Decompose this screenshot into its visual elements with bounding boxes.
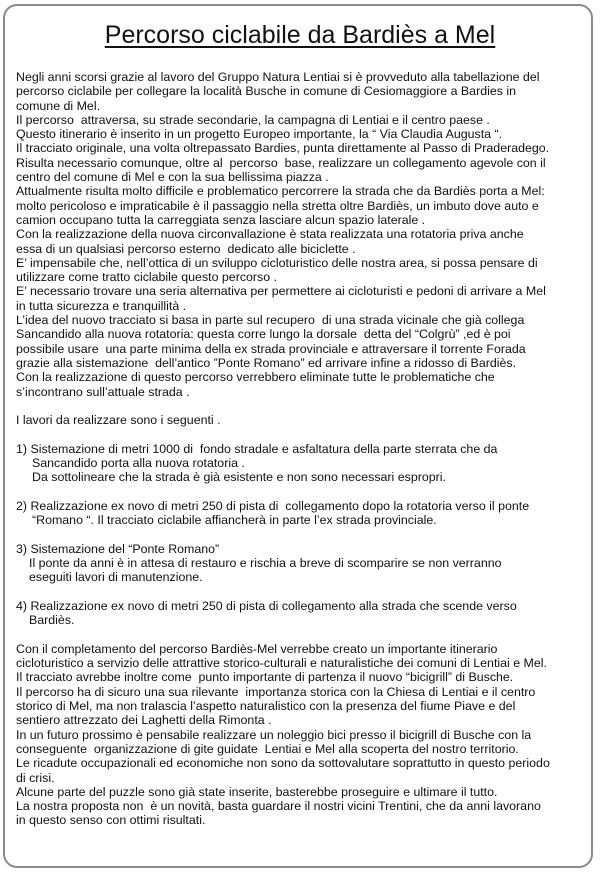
text-line: Questo itinerario è inserito in un progetto Europeo importante, la “ Via Claudia Augusta “.: [16, 127, 503, 142]
works-item-line: “Romano “. Il tracciato ciclabile affiancherà in parte l’ex strada provinciale.: [32, 513, 437, 528]
text-line: conseguente organizzazione di gite guidate Lentiai e Mel alla scoperta del nostro territorio.: [16, 741, 519, 756]
works-item-line: Il ponte da anni è in attesa di restauro e rischia a breve di scomparire se non verranno: [29, 556, 502, 571]
works-heading: I lavori da realizzare sono i seguenti .: [16, 413, 221, 428]
text-line: E’ necessario trovare una seria alternativa per permettere ai cicloturisti e pedoni di arrivare a Mel: [16, 284, 546, 299]
text-line: Negli anni scorsi grazie al lavoro del Gruppo Natura Lentiai si è provveduto alla tabellazione del: [16, 70, 540, 84]
text-line: L’idea del nuovo tracciato si basa in parte sul recupero di una strada vicinale che già collega: [16, 313, 525, 328]
text-line: comune di Mel.: [16, 98, 101, 113]
text-line: Il percorso ha di sicuro una sua rilevante importanza storica con la Chiesa di Lentiai e il centro: [16, 684, 536, 699]
works-item-line: eseguiti lavori di manutenzione.: [29, 570, 203, 585]
text-line: possibile usare una parte minima della ex strada provinciale e attraversare il torrente Forada: [16, 341, 526, 356]
spacer: [16, 399, 590, 413]
text-line: In un futuro prossimo è pensabile realizzare un noleggio bici presso il bicigrill di Busche con la: [16, 727, 532, 742]
text-line: sentiero attrezzato dei Laghetti della Rimonta .: [16, 713, 272, 728]
text-line: camion occupano tutta la carreggiata senza lasciare alcun spazio laterale .: [16, 212, 426, 227]
text-line: utilizzare come tratto ciclabile questo percorso .: [16, 270, 278, 285]
text-line: Il tracciato originale, una volta oltrepassato Bardies, punta direttamente al Passo di Praderadego.: [16, 141, 550, 156]
page-title: [0, 20, 600, 50]
text-line: cicloturistico a servizio delle attrattive storico-culturali e naturalistiche dei comuni di Lentiai e Mel.: [16, 656, 547, 671]
spacer: [16, 485, 590, 499]
text-line: La nostra proposta non è un novità, basta guardare il nostri vicini Trentini, che da anni lavorano: [16, 799, 541, 814]
page-title-text: Percorso ciclabile da Bardiès a Mel: [104, 21, 496, 49]
text-line: essa di un qualsiasi percorso esterno dedicato alle biciclette .: [16, 241, 356, 256]
works-list-item: [16, 542, 590, 585]
spacer: [16, 628, 590, 642]
intro-section: [16, 70, 590, 399]
works-item-line: Bardiès.: [29, 613, 75, 628]
works-item-first-line: 3) Sistemazione del “Ponte Romano”: [16, 541, 220, 556]
text-line: grazie alla sistemazione dell’antico ”Ponte Romano” ed arrivare infine a ridosso di Bardiès.: [16, 355, 517, 370]
spacer: [16, 427, 590, 441]
works-item-line: Sancandido porta alla nuova rotatoria .: [32, 456, 245, 471]
text-line: Il tracciato avrebbe inoltre come punto importante di partenza il nuovo “bicigrill” di Busche.: [16, 670, 514, 685]
works-list-item: [16, 599, 590, 628]
text-line: Con il completamento del percorso Bardiès-Mel verrebbe creato un importante itinerario: [16, 641, 498, 656]
works-item-first-line: 4) Realizzazione ex novo di metri 250 di pista di collegamento alla strada che scende verso: [16, 598, 517, 613]
text-line: Alcune parte del puzzle sono già state inserite, basterebbe proseguire e ultimare il tutto.: [16, 784, 498, 799]
text-line: Attualmente risulta molto difficile e problematico percorrere la strada che da Bardiès porta a Mel:: [16, 184, 545, 199]
text-line: Risulta necessario comunque, oltre al percorso base, realizzare un collegamento agevole con il: [16, 155, 546, 170]
text-line: Sancandido alla nuova rotatoria: questa corre lungo la dorsale detta del “Colgrù” ,ed è poi: [16, 327, 511, 342]
closing-section: [16, 642, 590, 828]
text-line: Il percorso attraversa, su strade secondarie, la campagna di Lentiai e il centro paese .: [16, 112, 490, 127]
text-line: molto pericoloso e impraticabile è il passaggio nella stretta oltre Bardiès, un imbuto dove auto e: [16, 198, 539, 213]
spacer: [16, 528, 590, 542]
text-line: in tutta sicurezza e tranquillità .: [16, 298, 187, 313]
text-line: di crisi.: [16, 770, 55, 785]
text-line: Le ricadute occupazionali ed economiche non sono da sottovalutare soprattutto in questo periodo: [16, 756, 550, 771]
works-item-line: Da sottolineare che la strada è già esistente e non sono necessari espropri.: [32, 470, 446, 485]
text-line: in questo senso con ottimi risultati.: [16, 813, 206, 828]
text-line: storico di Mel, ma non tralascia l’aspetto naturalistico con la presenza del fiume Piave e del: [16, 699, 516, 714]
text-line: E’ impensabile che, nell’ottica di un sviluppo cicloturistico delle nostra area, si possa pensare di: [16, 255, 538, 270]
works-list-item: [16, 499, 590, 528]
text-line: s’incontrano sull’attuale strada .: [16, 384, 190, 399]
works-item-first-line: 2) Realizzazione ex novo di metri 250 di pista di collegamento dopo la rotatoria verso il ponte: [16, 498, 530, 513]
spacer: [16, 585, 590, 599]
text-line: percorso ciclabile per collegare la località Busche in comune di Cesiomaggiore a Bardies in: [16, 84, 517, 99]
works-item-first-line: 1) Sistemazione di metri 1000 di fondo stradale e asfaltatura della parte sterrata che da: [16, 441, 498, 456]
works-list-item: [16, 442, 590, 485]
text-line: Con la realizzazione della nuova circonvallazione è stata realizzata una rotatoria priva anche: [16, 227, 524, 242]
document-body: [16, 70, 590, 828]
text-line: centro del comune di Mel e con la sua bellissima piazza .: [16, 170, 329, 185]
text-line: Con la realizzazione di questo percorso verrebbero eliminate tutte le problematiche che: [16, 370, 495, 385]
